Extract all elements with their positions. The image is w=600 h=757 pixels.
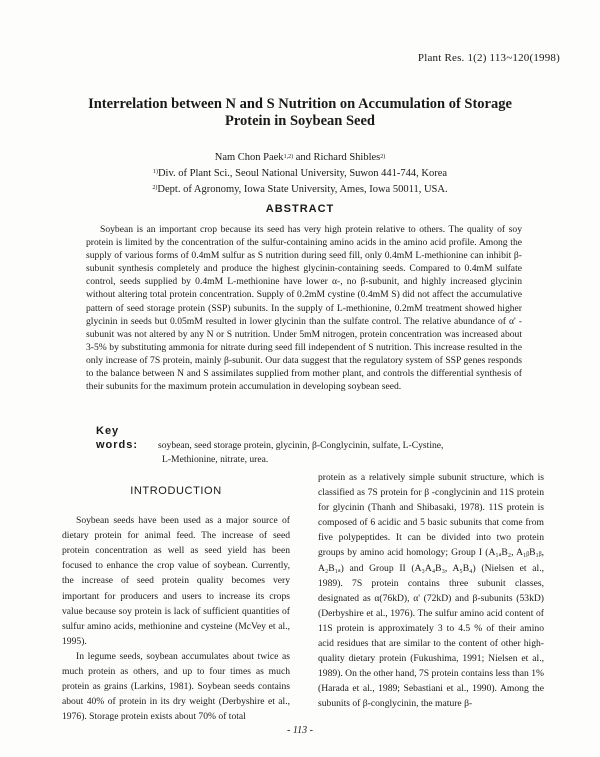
page-number: - 113 - bbox=[287, 725, 313, 736]
body-paragraph: Soybean seeds have been used as a major source of dietary protein for animal feed. The increase of seed protein concentration as well as seed yield has been focused to enhance the crop value of soybean. Currently, the increase of seed protein quality becomes very important for producers and users to increase its crops value because soy protein is lack of sufficient quantities of sulfur amino acids, methionine and cysteine (McVey et al., 1995). bbox=[62, 515, 290, 647]
affiliation-mark: 1) bbox=[152, 169, 158, 175]
keywords-line-2: L-Methionine, nitrate, urea. bbox=[162, 454, 269, 465]
body-paragraph: protein as a relatively simple subunit structure, which is classified as 7S protein for β -conglycinin and 11S protein for glycinin (Thanh and Shibasaki, 1978). 11S protein is composed of 6 acidic and 5 basic subunits that come from five polypeptides. It can be divided into two protein groups by amino acid homology; Group I (A₁ₐB₂, A₁ᵦB₁ᵦ, A₂B₁ₐ) and Group II (A₃A₄B₃, A₅B₄) (Nielsen et al., 1989). 7S protein contains three subunit classes, designated as α(76kD), α' (72kD) and β-subunits (53kD) (Derbyshire et al., 1976). The sulfur amino acid content of 11S protein is approximately 3 to 4.5 % of their amino acid residues that are similar to the content of other high-quality dietary protein (Fukushima, 1991; Nielsen et al., 1989). On the other hand, 7S protein contains less than 1% (Harada et al., 1989; Sebastiani et al., 1990). Among the subunits of β-conglycinin, the mature β- bbox=[318, 472, 544, 710]
body-paragraph: In legume seeds, soybean accumulates about twice as much protein as others, and up to four times as much protein as grains (Larkins, 1981). Soybean seeds contains about 40% of protein in its dry weight (Derbyshire et al., 1976). Storage protein exists about 70% of total bbox=[62, 650, 290, 723]
author-affiliation-mark: 1,2) bbox=[283, 154, 294, 160]
affiliation-mark: 2) bbox=[152, 185, 158, 191]
affiliation-text: Div. of Plant Sci., Seoul National University, Suwon 441-744, Korea bbox=[157, 168, 448, 179]
keywords bbox=[96, 424, 536, 467]
author-name: and Richard Shibles bbox=[293, 152, 381, 163]
affiliation bbox=[60, 182, 540, 197]
author-name: Nam Chon Paek bbox=[214, 152, 284, 163]
abstract-paragraph: Soybean is an important crop because its seed has very high protein relative to others. The quality of soy protein is limited by the concentration of the sulfur-containing amino acids in the amino acid profile. Among the supply of various forms of 0.4mM sulfur as S nutrition during seed fill, only 0.4mM L-methionine can inhibit β-subunit synthesis completely and produce the highest glycinin-containing seeds. Compared to 0.4mM sulfate control, seeds supplied by 0.4mM L-methionine have lower α-, no β-subunit, and highly increased glycinin without altering total protein concentration. Supply of 0.2mM cystine (0.4mM S) did not affect the accumulative pattern of seed storage protein (SSP) subunits. In the supply of L-methionine, 0.2mM treatment showed higher glycinin in seeds but 0.05mM resulted in lower glycinin than the sulfate control. The relative abundance of α' -subunit was not altered by any N or S nutrition. Under 5mM nitrogen, protein concentration was increased about 3-5% by substituting ammonia for nitrate during seed fill independent of S nutrition. This increase resulted in the only increase of 7S protein, mainly β-subunit. Our data suggest that the regulatory system of SSP genes responds to the balance between N and S assimilates supplied from mother plant, and controls the differential synthesis of their subunits for the maximum protein accumulation in developing soybean seed. bbox=[86, 224, 522, 393]
introduction-heading: INTRODUCTION bbox=[130, 485, 222, 497]
paper-title bbox=[60, 96, 540, 130]
abstract-body bbox=[86, 223, 522, 393]
title-line-2: Protein in Soybean Seed bbox=[225, 113, 375, 129]
affiliation bbox=[60, 166, 540, 181]
left-column bbox=[62, 484, 290, 724]
author-list bbox=[60, 150, 540, 166]
affiliation-text: Dept. of Agronomy, Iowa State University, Ames, Iowa 50011, USA. bbox=[157, 184, 448, 195]
abstract-heading: ABSTRACT bbox=[265, 203, 335, 215]
author-affiliation-mark: 2) bbox=[380, 154, 386, 160]
right-column bbox=[318, 470, 544, 712]
title-line-1: Interrelation between N and S Nutrition on Accumulation of Storage bbox=[88, 96, 512, 112]
keywords-line-1: soybean, seed storage protein, glycinin, β-Conglycinin, sulfate, L-Cystine, bbox=[158, 440, 444, 451]
journal-reference: Plant Res. 1(2) 113~120(1998) bbox=[417, 52, 560, 64]
keywords-label: Key words: bbox=[96, 425, 139, 451]
